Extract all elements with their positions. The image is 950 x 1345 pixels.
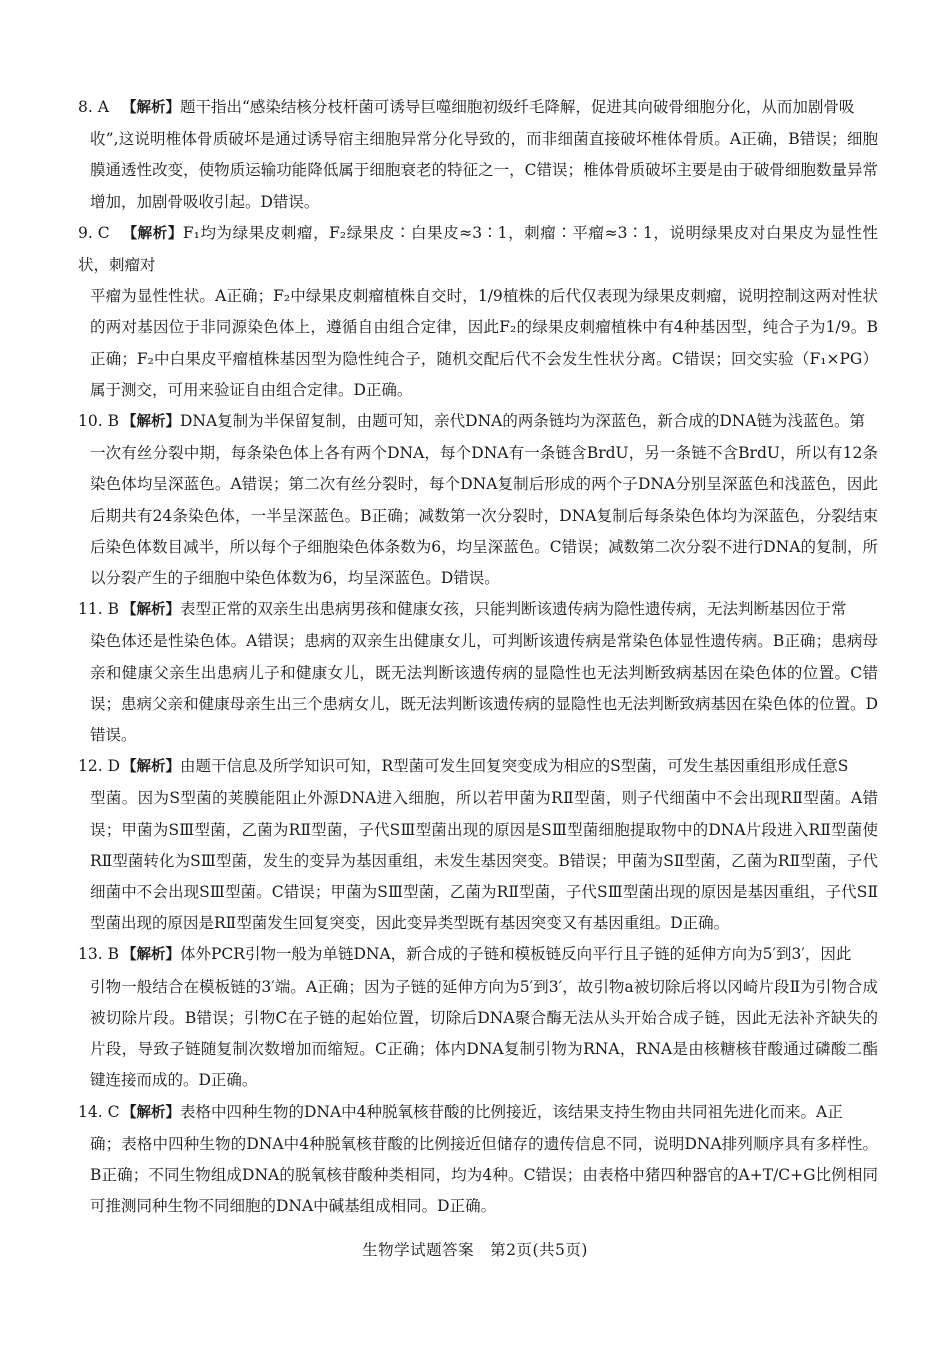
answer-text: 型菌。因为S型菌的荚膜能阻止外源DNA进入细胞，所以若甲菌为RⅡ型菌，则子代细菌中不会出现RⅡ型菌。A错误；甲菌为SⅢ型菌，乙菌为RⅡ型菌，子代SⅢ型菌出现的原因是SⅢ型菌细胞提取物中的DNA片段进入RⅡ型菌使RⅡ型菌转化为SⅢ型菌，发生的变异为基因重组，未发生基因突变。B错误；甲菌为SⅡ型菌，乙菌为RⅡ型菌，子代细菌中不会出现SⅢ型菌。C错误；甲菌为SⅢ型菌，乙菌为RⅡ型菌，子代SⅢ型菌出现的原因是基因重组，子代SⅡ型菌出现的原因是RⅡ型菌发生回复突变，因此变异类型既有基因突变又有基因重组。D正确。 — [90, 789, 878, 933]
analysis-tag: 【解析】 — [122, 759, 180, 776]
answer-item-8 — [78, 92, 878, 218]
answer-item-12 — [78, 751, 878, 939]
answer-first-line: 表型正常的双亲生出患病男孩和健康女孩，只能判断该遗传病为隐性遗传病，无法判断基因位于常 — [180, 600, 847, 619]
answer-item-10 — [78, 406, 878, 594]
analysis-tag: 【解析】 — [122, 414, 180, 431]
answer-first-line: 体外PCR引物一般为单链DNA，新合成的子链和模板链反向平行且子链的延伸方向为5′到3′，因此 — [180, 945, 852, 964]
answer-number: 10. B — [78, 412, 119, 431]
answer-item-13 — [78, 939, 878, 1096]
answer-number: 8. A — [78, 98, 109, 116]
answer-number: 12. D — [78, 757, 121, 776]
answer-number: 13. B — [78, 945, 119, 964]
answer-number: 9. C — [78, 223, 110, 242]
answer-item-14 — [78, 1097, 878, 1223]
analysis-tag: 【解析】 — [122, 947, 180, 964]
answer-first-line: 由题干信息及所学知识可知，R型菌可发生回复突变成为相应的S型菌，可发生基因重组形成任意S — [180, 757, 849, 776]
answer-number: 11. B — [78, 600, 119, 619]
answer-first-line: 题干指出“感染结核分枝杆菌可诱导巨噬细胞初级纤毛降解，促进其向破骨细胞分化，从而加剧骨吸 — [180, 98, 855, 116]
page-footer: 生物学试题答案 第2页(共5页) — [362, 1241, 588, 1259]
analysis-tag: 【解析】 — [122, 100, 180, 116]
analysis-tag: 【解析】 — [122, 225, 183, 242]
answer-text: 染色体还是性染色体。A错误；患病的双亲生出健康女儿，可判断该遗传病是常染色体显性遗传病。B正确；患病母亲和健康父亲生出患病儿子和健康女儿，既无法判断该遗传病的显隐性也无法判断致病基因在染色体的位置。C错误；患病父亲和健康母亲生出三个患病女儿，既无法判断该遗传病的显隐性也无法判断致病基因在染色体的位置。D错误。 — [90, 632, 878, 745]
answer-text: 平瘤为显性性状。A正确；F₂中绿果皮刺瘤植株自交时，1/9植株的后代仅表现为绿果皮刺瘤，说明控制这两对性状的两对基因位于非同源染色体上，遵循自由组合定律，因此F₂的绿果皮刺瘤植株中有4种基因型，纯合子为1/9。B正确；F₂中白果皮平瘤植株基因型为隐性纯合子，随机交配后代不会发生性状分离。C错误；回交实验（F₁×PG）属于测交，可用来验证自由组合定律。D正确。 — [90, 287, 878, 399]
answer-text: 引物一般结合在模板链的3′端。A正确；因为子链的延伸方向为5′到3′，故引物a被切除后将以冈崎片段Ⅱ为引物合成被切除片段。B错误；引物C在子链的起始位置，切除后DNA聚合酶无法从头开始合成子链，因此无法补齐缺失的片段，导致子链随复制次数增加而缩短。C正确；体内DNA复制引物为RNA，RNA是由核糖核苷酸通过磷酸二酯键连接而成的。D正确。 — [90, 977, 878, 1090]
answer-first-line: 表格中四种生物的DNA中4种脱氧核苷酸的比例接近，该结果支持生物由共同祖先进化而来。A正 — [180, 1102, 843, 1121]
answer-item-9 — [78, 218, 878, 406]
answer-text: 确；表格中四种生物的DNA中4种脱氧核苷酸的比例接近但储存的遗传信息不同，说明DNA排列顺序具有多样性。B正确；不同生物组成DNA的脱氧核苷酸种类相同，均为4种。C错误；由表格中猪四种器官的A+T/C+G比例相同可推测同种生物不同细胞的DNA中碱基组成相同。D正确。 — [90, 1134, 878, 1216]
answer-page — [78, 92, 878, 1222]
answer-first-line: F₁均为绿果皮刺瘤，F₂绿果皮∶白果皮≈3∶1，刺瘤∶平瘤≈3∶1，说明绿果皮对白果皮为显性性状，刺瘤对 — [78, 223, 878, 275]
analysis-tag: 【解析】 — [122, 1104, 180, 1121]
analysis-tag: 【解析】 — [122, 602, 180, 619]
answer-text: 一次有丝分裂中期，每条染色体上各有两个DNA，每个DNA有一条链含BrdU，另一条链不含BrdU，所以有12条染色体均呈深蓝色。A错误；第二次有丝分裂时，每个DNA复制后形成的两个子DNA分别呈深蓝色和浅蓝色，因此后期共有24条染色体，一半呈深蓝色。B正确；减数第一次分裂时，DNA复制后每条染色体均为深蓝色，分裂结束后染色体数目减半，所以每个子细胞染色体条数为6，均呈深蓝色。C错误；减数第二次分裂不进行DNA的复制，所以分裂产生的子细胞中染色体数为6，均呈深蓝色。D错误。 — [90, 444, 878, 588]
answer-first-line: DNA复制为半保留复制，由题可知，亲代DNA的两条链均为深蓝色，新合成的DNA链为浅蓝色。第 — [180, 412, 866, 431]
answer-number: 14. C — [78, 1102, 120, 1121]
answer-item-11 — [78, 594, 878, 751]
answer-text: 收”,这说明椎体骨质破坏是通过诱导宿主细胞异常分化导致的，而非细菌直接破坏椎体骨质。A正确，B错误；细胞膜通透性改变，使物质运输功能降低属于细胞衰老的特征之一，C错误；椎体骨质破坏主要是由于破骨细胞数量异常增加，加剧骨吸收引起。D错误。 — [90, 130, 878, 211]
